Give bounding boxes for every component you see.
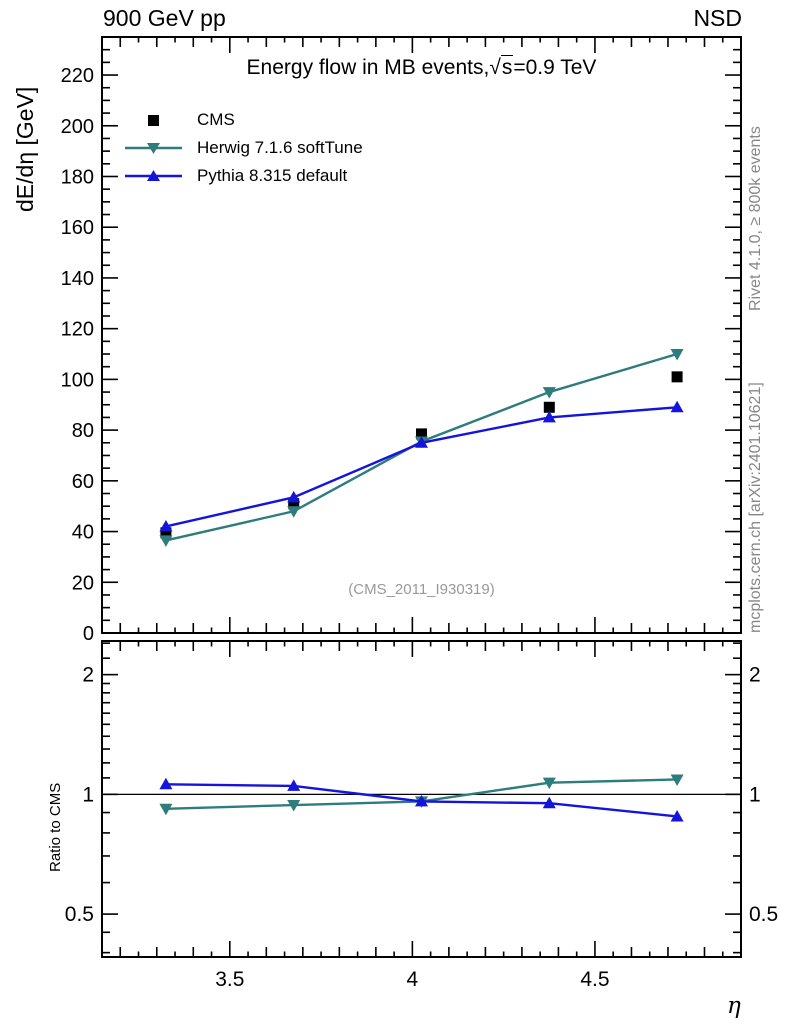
y-tick-label-main: 140 <box>60 267 94 290</box>
data-marker-cms <box>672 371 683 382</box>
legend-item-cms <box>124 106 363 134</box>
y-tick-label-main: 220 <box>60 65 94 88</box>
x-tick-label: 4.5 <box>580 968 610 991</box>
y-tick-label-main: 120 <box>60 318 94 341</box>
x-axis-label: η <box>727 993 741 1019</box>
plot-title-energy: =0.9 TeV <box>513 56 597 79</box>
x-tick-label: 3.5 <box>215 968 245 991</box>
legend <box>124 106 363 190</box>
legend-label: Herwig 7.1.6 softTune <box>197 138 363 157</box>
triangle-up-icon <box>124 168 188 184</box>
y-tick-label-ratio-left: 1 <box>82 783 94 807</box>
y-tick-label-main: 20 <box>71 572 94 595</box>
y-tick-label-main: 160 <box>60 217 94 240</box>
y-tick-label-ratio-left: 0.5 <box>64 903 94 927</box>
y-tick-label-main: 200 <box>60 115 94 138</box>
plot-title <box>102 56 741 80</box>
header-beam-label: 900 GeV pp <box>103 5 226 31</box>
y-tick-label-ratio-right: 2 <box>749 663 761 687</box>
legend-label: CMS <box>197 110 235 129</box>
y-tick-label-ratio-right: 1 <box>749 783 761 807</box>
x-tick-label: 4 <box>406 968 419 991</box>
analysis-id-watermark: (CMS_2011_I930319) <box>348 581 495 598</box>
sqrt-argument: s <box>501 56 513 79</box>
mcplots-arxiv-note: mcplots.cern.ch [arXiv:2401.10621] <box>747 382 764 633</box>
y-tick-label-main: 0 <box>82 623 94 645</box>
y-tick-label-main: 180 <box>60 166 94 189</box>
y-tick-label-main: 60 <box>71 470 94 493</box>
y-axis-label-main: dE/dη [GeV] <box>12 86 38 212</box>
triangle-down-icon <box>124 140 188 156</box>
rivet-version-note: Rivet 4.1.0, ≥ 800k events <box>747 126 764 311</box>
plot-title-text: Energy flow in MB events, <box>246 56 490 79</box>
y-tick-label-main: 40 <box>71 521 94 544</box>
header-event-class-label: NSD <box>693 5 742 31</box>
y-tick-label-ratio-left: 2 <box>82 663 94 687</box>
legend-item-pythia <box>124 162 363 190</box>
legend-item-herwig <box>124 134 363 162</box>
legend-marker <box>148 115 159 126</box>
sqrt-icon: √ <box>489 56 501 79</box>
series-line-pythia <box>166 407 677 526</box>
square-icon <box>124 112 188 128</box>
legend-label: Pythia 8.315 default <box>197 166 348 185</box>
y-tick-label-main: 100 <box>60 369 94 392</box>
y-tick-label-main: 80 <box>71 420 94 443</box>
y-tick-label-ratio-right: 0.5 <box>749 903 779 927</box>
y-axis-label-ratio: Ratio to CMS <box>47 782 64 872</box>
data-marker-herwig <box>159 535 172 547</box>
